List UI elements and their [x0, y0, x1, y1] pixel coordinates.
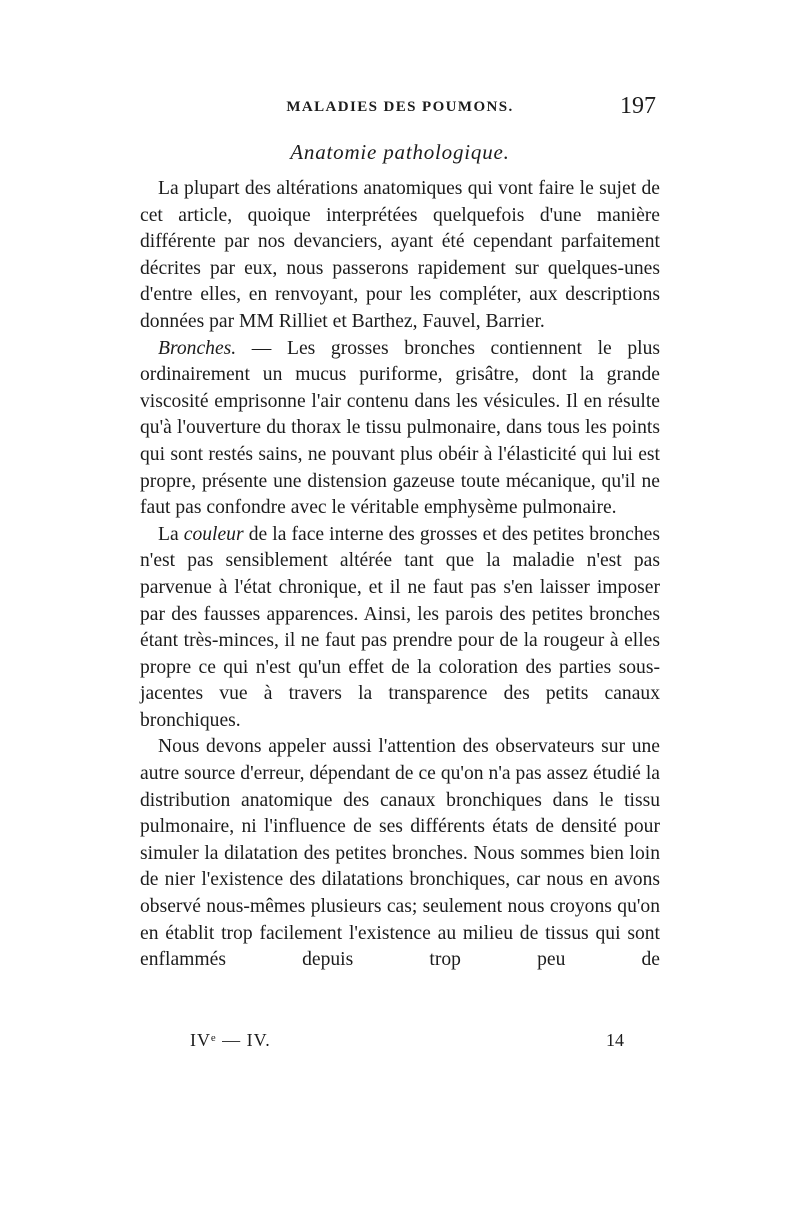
- paragraph-observateurs: [140, 734, 660, 973]
- paragraph-lead: couleur: [183, 523, 244, 545]
- running-head: [140, 93, 660, 127]
- paragraph-bronches: [140, 336, 660, 522]
- body-text: [140, 176, 660, 974]
- paragraph-lead: Bronches.: [158, 337, 237, 359]
- volume-mark: IVᵉ — IV.: [190, 1030, 271, 1050]
- paragraph-text: La plupart des altérations anatomiques qui vont faire le sujet de cet article, quoique interprétées quelquefois d'une manière différente par nos devanciers, ayant été cependant parfaitement décrites par eux, nous passerons rapidement sur quelques-unes d'entre elles, en renvoyant, pour les compléter, aux descriptions données par MM Rilliet et Barthez, Fauvel, Barrier.: [140, 178, 660, 332]
- paragraph-intro: [140, 176, 660, 336]
- paragraph-couleur: [140, 522, 660, 735]
- printer-signature: [140, 1030, 660, 1056]
- signature-number: 14: [606, 1030, 624, 1050]
- paragraph-text: — Les grosses bronches contiennent le plus ordinairement un mucus puriforme, grisâtre, dont la grande viscosité emprisonne l'air contenu dans les vésicules. Il en résulte qu'à l'ouverture du thorax le tissu pulmonaire, dans tous les points qui sont restés sains, ne pouvant plus obéir à l'élasticité qui lui est propre, présente une distension gazeuse toute mécanique, qu'il ne faut pas confondre avec le véritable emphysème pulmonaire.: [140, 337, 660, 519]
- paragraph-text: Nous devons appeler aussi l'attention des observateurs sur une autre source d'erreur, dépendant de ce qu'on n'a pas assez étudié la distribution anatomique des canaux bronchiques dans le tissu pulmonaire, ni l'influence de ses différents états de densité pour simuler la dilatation des petites bronches. Nous sommes bien loin de nier l'existence des dilatations bronchiques, car nous en avons observé nous-mêmes plusieurs cas; seulement nous croyons qu'on en établit trop facilement l'existence au milieu de tissus qui sont enflammés depuis trop peu de: [140, 736, 660, 971]
- paragraph-text: de la face interne des grosses et des petites bronches n'est pas sensiblement altérée tant que la maladie n'est pas parvenue à l'état chronique, et il ne faut pas s'en laisser imposer par des fausses apparences. Ainsi, les parois des petites bronches étant très-minces, il ne faut pas prendre pour de la rougeur à elles propre ce qui n'est qu'un effet de la coloration des parties sous-jacentes vue à travers la transparence des petits canaux bronchiques.: [140, 523, 660, 731]
- section-title: Anatomie pathologique.: [290, 140, 510, 164]
- page-number: 197: [620, 93, 656, 119]
- paragraph-pre: La: [158, 523, 184, 545]
- running-title: MALADIES DES POUMONS.: [286, 99, 514, 115]
